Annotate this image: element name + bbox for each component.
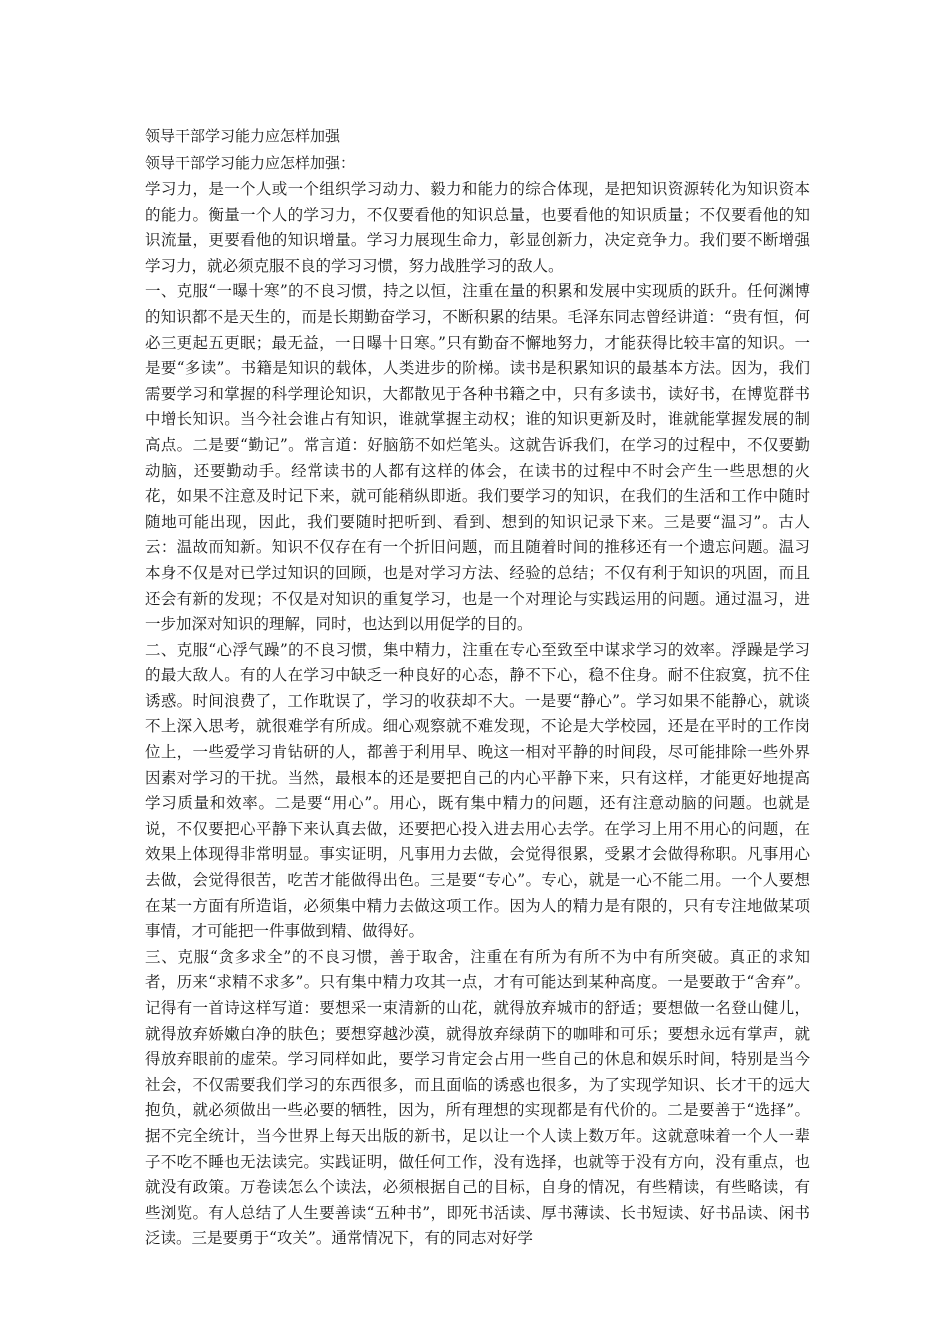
paragraph-section-2: 二、克服“心浮气躁”的不良习惯，集中精力，注重在专心至致至中谋求学习的效率。浮躁是学习的最大敌人。有的人在学习中缺乏一种良好的心态，静不下心，稳不住身。耐不住寂寞，抗不住诱惑。时间浪费了，工作耽误了，学习的收获却不大。一是要“静心”。学习如果不能静心，就谈不上深入思考，就很难学有所成。细心观察就不难发现，不论是大学校园，还是在平时的工作岗位上，一些爱学习肯钻研的人，都善于利用早、晚这一相对平静的时间段，尽可能排除一些外界因素对学习的干扰。当然，最根本的还是要把自己的内心平静下来，只有这样，才能更好地提高学习质量和效率。二是要“用心”。用心，既有集中精力的问题，还有注意动脑的问题。也就是说，不仅要把心平静下来认真去做，还要把心投入进去用心去学。在学习上用不用心的问题，在效果上体现得非常明显。事实证明，凡事用力去做，会觉得很累，受累才会做得称职。凡事用心去做，会觉得很苦，吃苦才能做得出色。三是要“专心”。专心，就是一心不能二用。一个人要想在某一方面有所造诣，必须集中精力去做这项工作。因为人的精力是有限的，只有专注地做某项事情，才可能把一件事做到精、做得好。 [145,640,810,941]
paragraph-section-3: 三、克服“贪多求全”的不良习惯，善于取舍，注重在有所为有所不为中有所突破。真正的求知者，历来“求精不求多”。只有集中精力攻其一点，才有可能达到某种高度。一是要敢于“舍弃”。记得有一首诗这样写道：要想采一束清新的山花，就得放弃城市的舒适；要想做一名登山健儿，就得放弃娇嫩白净的肤色；要想穿越沙漠，就得放弃绿荫下的咖啡和可乐；要想永远有掌声，就得放弃眼前的虚荣。学习同样如此，要学习肯定会占用一些自己的休息和娱乐时间，特别是当今社会，不仅需要我们学习的东西很多，而且面临的诱惑也很多，为了实现学知识、长才干的远大抱负，就必须做出一些必要的牺牲，因为，所有理想的实现都是有代价的。二是要善于“选择”。据不完全统计，当今世界上每天出版的新书，足以让一个人读上数万年。这就意味着一个人一辈子不吃不睡也无法读完。实践证明，做任何工作，没有选择，也就等于没有方向，没有重点，也就没有政策。万卷读怎么个读法，必须根据自己的目标，自身的情况，有些精读，有些略读，有些浏览。有人总结了人生要善读“五种书”，即死书活读、厚书薄读、长书短读、好书品读、闲书泛读。三是要勇于“攻关”。通常情况下，有的同志对好学 [145,947,810,1248]
paragraph-intro: 学习力，是一个人或一个组织学习动力、毅力和能力的综合体现，是把知识资源转化为知识资本的能力。衡量一个人的学习力，不仅要看他的知识总量，也要看他的知识质量；不仅要看他的知识流量，更要看他的知识增量。学习力展现生命力，彰显创新力，决定竞争力。我们要不断增强学习力，就必须克服不良的学习习惯，努力战胜学习的敌人。 [145,180,810,275]
document-page [145,123,810,1252]
document-title: 领导干部学习能力应怎样加强 [145,127,341,145]
document-subtitle: 领导干部学习能力应怎样加强： [145,154,356,172]
paragraph-section-1: 一、克服“一曝十寒”的不良习惯，持之以恒，注重在量的积累和发展中实现质的跃升。任何渊博的知识都不是天生的，而是长期勤奋学习，不断积累的结果。毛泽东同志曾经讲道：“贵有恒，何必三更起五更眠；最无益，一日曝十日寒。”只有勤奋不懈地努力，才能获得比较丰富的知识。一是要“多读”。书籍是知识的载体，人类进步的阶梯。读书是积累知识的最基本方法。因为，我们需要学习和掌握的科学理论知识，大都散见于各种书籍之中，只有多读书，读好书，在博览群书中增长知识。当今社会谁占有知识，谁就掌握主动权；谁的知识更新及时，谁就能掌握发展的制高点。二是要“勤记”。常言道：好脑筋不如烂笔头。这就告诉我们，在学习的过程中，不仅要勤动脑，还要勤动手。经常读书的人都有这样的体会，在读书的过程中不时会产生一些思想的火花，如果不注意及时记下来，就可能稍纵即逝。我们要学习的知识，在我们的生活和工作中随时随地可能出现，因此，我们要随时把听到、看到、想到的知识记录下来。三是要“温习”。古人云：温故而知新。知识不仅存在有一个折旧问题，而且随着时间的推移还有一个遗忘问题。温习本身不仅是对已学过知识的回顾，也是对学习方法、经验的总结；不仅有利于知识的巩固，而且还会有新的发现；不仅是对知识的重复学习，也是一个对理论与实践运用的问题。通过温习，进一步加深对知识的理解，同时，也达到以用促学的目的。 [145,282,810,634]
